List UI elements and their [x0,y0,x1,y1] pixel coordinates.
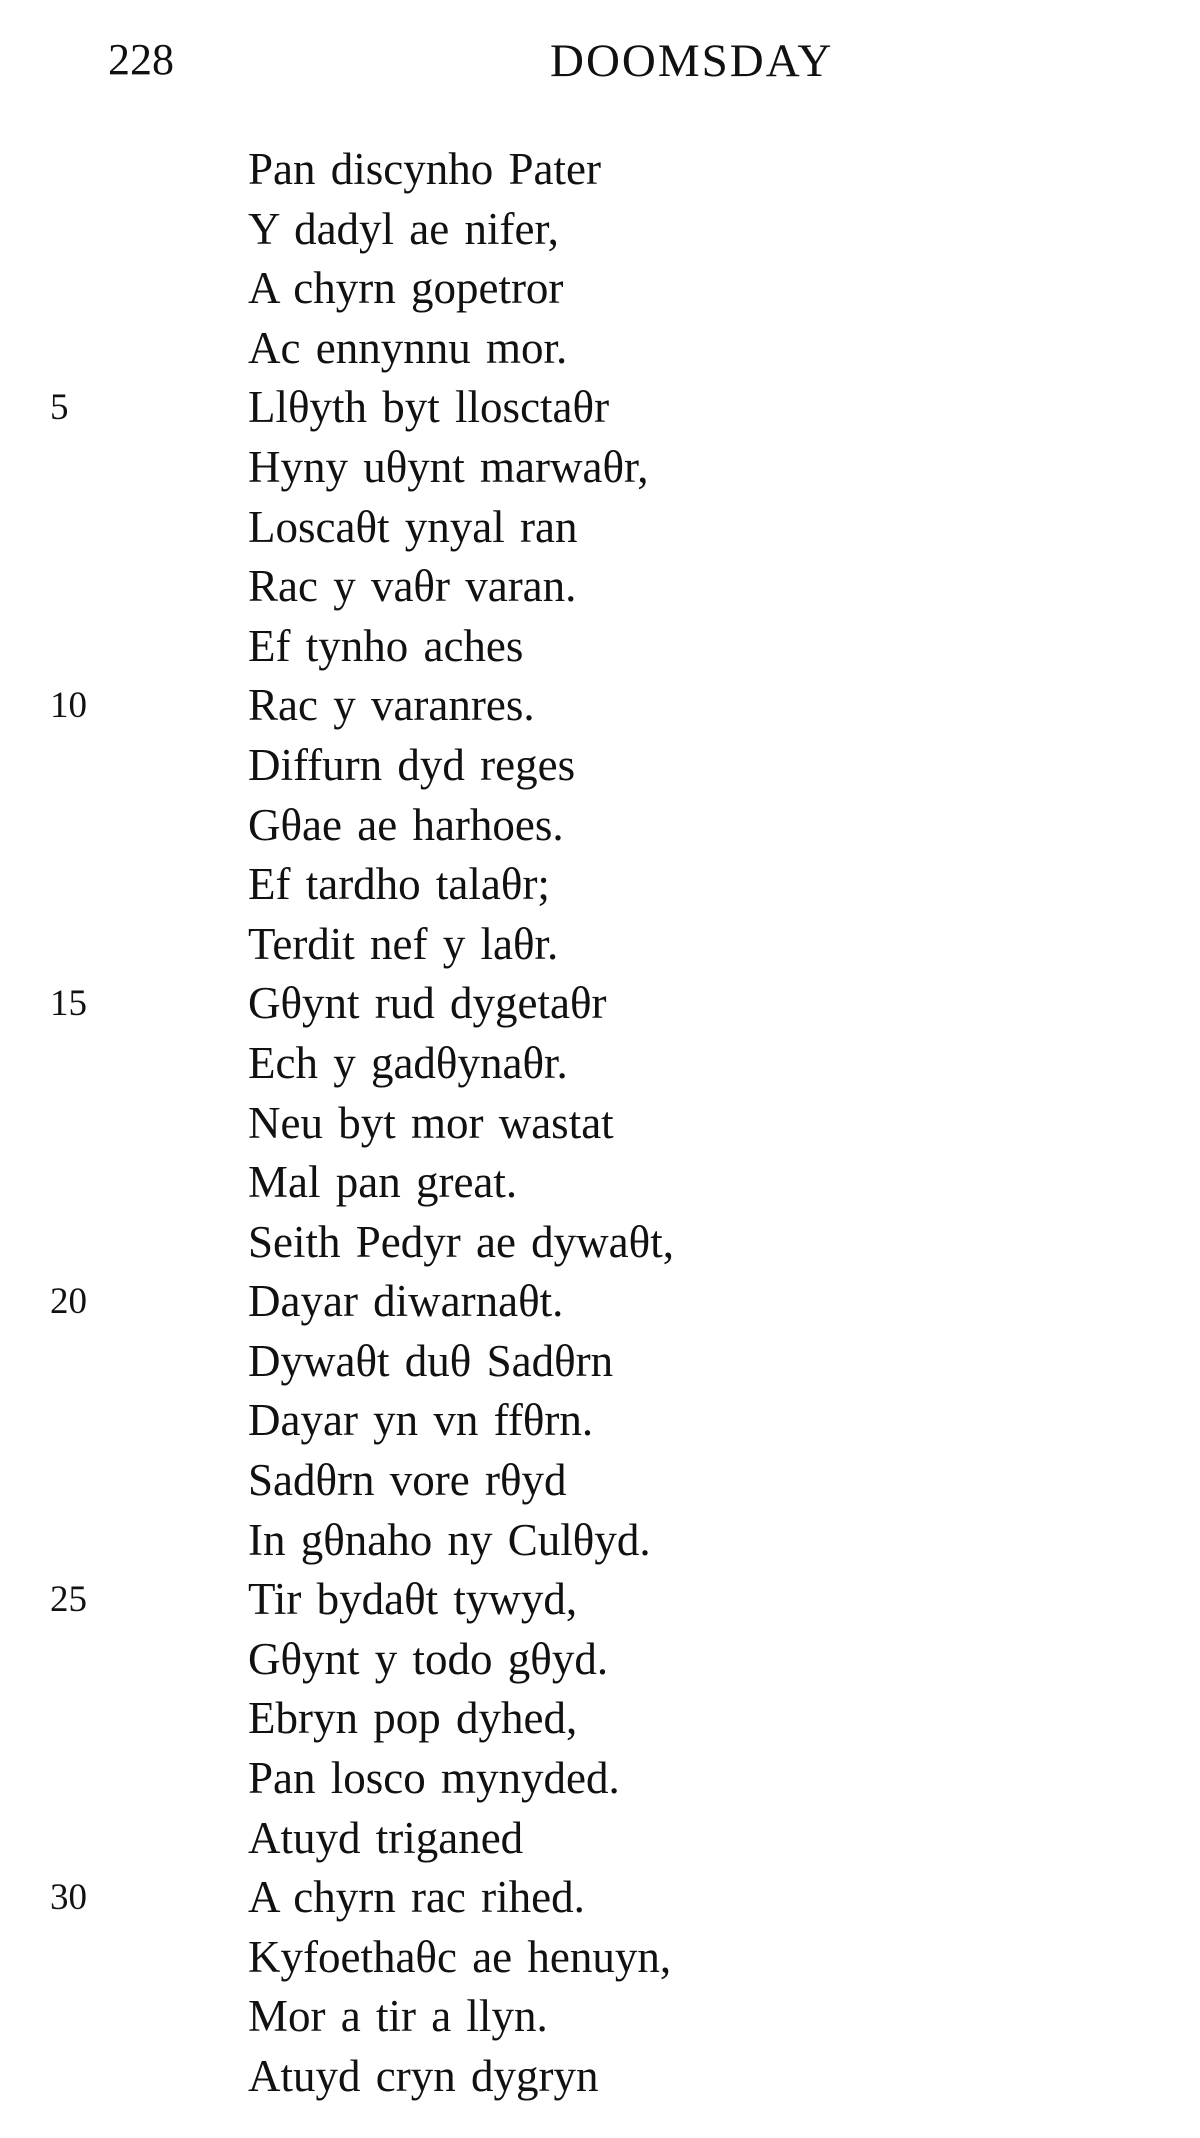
line-text: Gθynt rud dygetaθr [248,978,607,1029]
line-text: A chyrn rac rihed. [248,1872,585,1923]
line-text: Ef tynho aches [248,620,524,671]
line-text: Dayar yn vn ffθrn. [248,1395,594,1446]
line-text: Terdit nef y laθr. [248,918,559,969]
poem-line [0,140,1200,200]
poem-line [0,796,1200,856]
poem-line [0,1987,1200,2047]
poem-line [0,1391,1200,1451]
poem-line [0,1272,1200,1332]
line-text: Gθynt y todo gθyd. [248,1633,609,1684]
poem-line [0,498,1200,558]
line-text: Tir bydaθt tywyd, [248,1574,578,1625]
line-text: Mor a tir a llyn. [248,1991,548,2042]
line-text: Ebryn pop dyhed, [248,1693,578,1744]
line-number: 20 [50,1281,87,1323]
line-text: Seith Pedyr ae dywaθt, [248,1216,674,1267]
poem-line [0,1332,1200,1392]
poem [0,140,1200,2107]
line-text: Llθyth byt llosctaθr [248,382,610,433]
line-text: Rac y varanres. [248,680,535,731]
poem-line [0,855,1200,915]
poem-line [0,557,1200,617]
poem-line [0,259,1200,319]
poem-line [0,319,1200,379]
line-text: Pan discynho Pater [248,144,601,194]
line-text: A chyrn gopetror [248,263,564,314]
line-number: 25 [50,1579,87,1621]
line-text: Dywaθt duθ Sadθrn [248,1335,614,1386]
line-text: Neu byt mor wastat [248,1097,614,1148]
poem-line [0,617,1200,677]
poem-line [0,438,1200,498]
page-number: 228 [108,35,174,84]
line-text: Y dadyl ae nifer, [248,203,559,254]
line-number: 15 [50,983,87,1025]
poem-line [0,2047,1200,2107]
poem-line [0,1570,1200,1630]
line-number: 30 [50,1877,87,1919]
line-text: Diffurn dyd reges [248,739,576,790]
poem-line [0,1809,1200,1869]
line-text: Atuyd triganed [248,1812,524,1863]
line-text: Atuyd cryn dygryn [248,2051,599,2101]
line-text: Loscaθt ynyal ran [248,501,578,552]
line-text: Pan losco mynyded. [248,1753,620,1804]
line-text: Ech y gadθynaθr. [248,1037,568,1088]
poem-line [0,378,1200,438]
poem-line [0,1094,1200,1154]
poem-line [0,1213,1200,1273]
poem-line [0,1928,1200,1988]
line-text: Sadθrn vore rθyd [248,1455,567,1506]
poem-line [0,736,1200,796]
poem-line [0,1451,1200,1511]
line-text: Ac ennynnu mor. [248,322,568,373]
line-number: 5 [50,387,69,429]
poem-line [0,676,1200,736]
line-text: Dayar diwarnaθt. [248,1276,564,1327]
poem-line [0,974,1200,1034]
line-text: Gθae ae harhoes. [248,799,564,850]
poem-line [0,915,1200,975]
poem-line [0,1034,1200,1094]
poem-line [0,1153,1200,1213]
poem-line [0,1689,1200,1749]
running-title: DOOMSDAY [550,35,834,87]
poem-line [0,1868,1200,1928]
line-text: Kyfoethaθc ae henuyn, [248,1931,672,1982]
line-text: Hyny uθynt marwaθr, [248,441,649,492]
poem-line [0,200,1200,260]
poem-line [0,1630,1200,1690]
line-text: In gθnaho ny Culθyd. [248,1514,651,1565]
poem-line [0,1511,1200,1571]
line-text: Ef tardho talaθr; [248,859,550,910]
poem-line [0,1749,1200,1809]
line-text: Rac y vaθr varan. [248,561,577,612]
line-text: Mal pan great. [248,1157,518,1208]
line-number: 10 [50,685,87,727]
